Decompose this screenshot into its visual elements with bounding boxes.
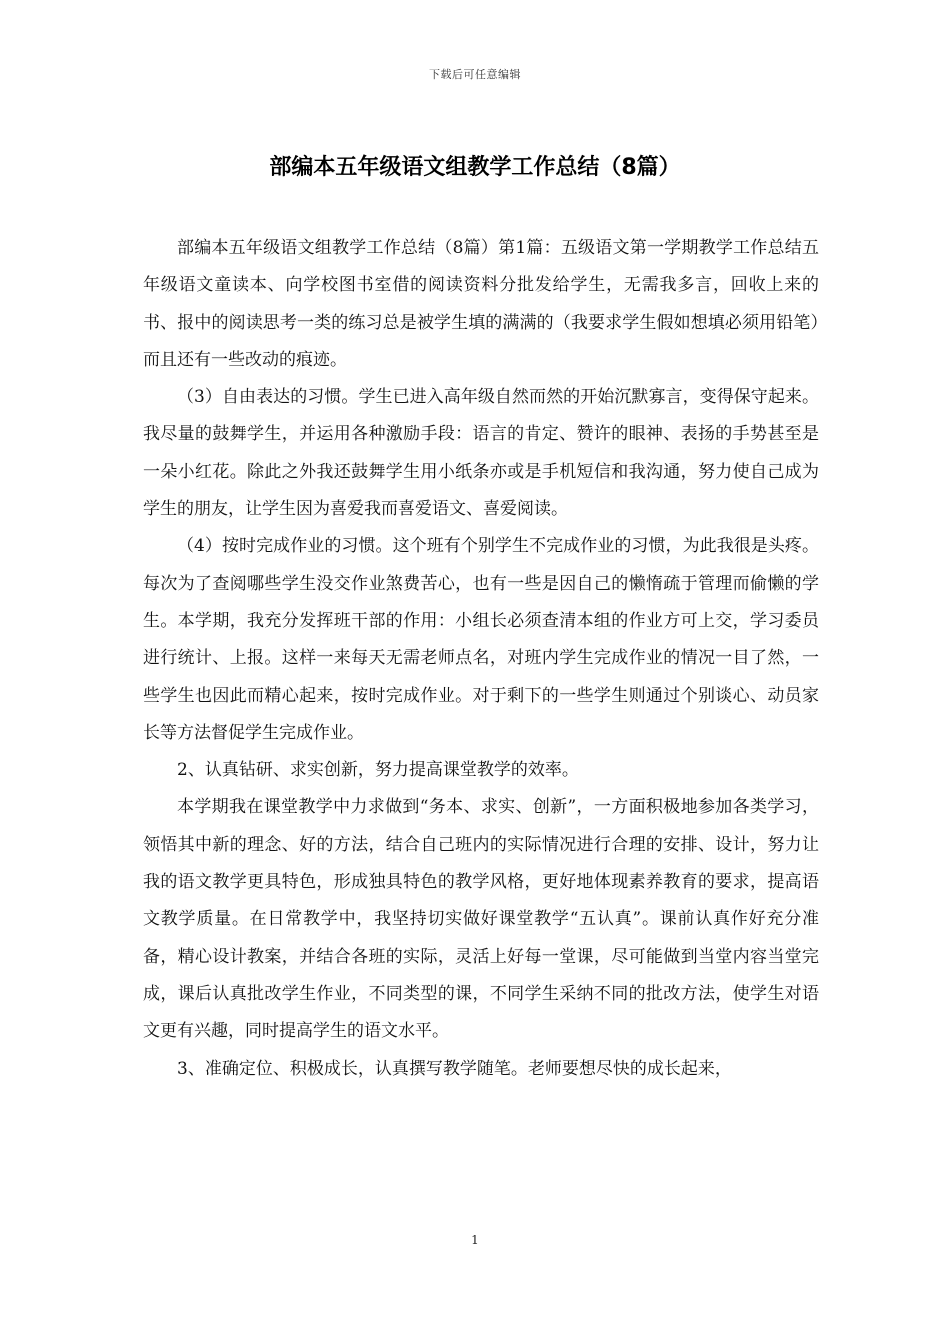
paragraph-homework-habit: （4）按时完成作业的习惯。这个班有个别学生不完成作业的习惯，为此我很是头疼。每次为了查阅哪些学生没交作业煞费苦心，也有一些是因自己的懒惰疏于管理而偷懒的学生。本学期，我充分发挥班干部的作用：小组长必须查清本组的作业方可上交，学习委员进行统计、上报。这样一来每天无需老师点名，对班内学生完成作业的情况一目了然，一些学生也因此而精心起来，按时完成作业。对于剩下的一些学生则通过个别谈心、动员家长等方法督促学生完成作业。: [143, 536, 819, 743]
page-header: 下载后可任意编辑: [429, 68, 521, 81]
document-title: 部编本五年级语文组教学工作总结（8篇）: [269, 155, 681, 180]
paragraph-expression-habit: （3）自由表达的习惯。学生已进入高年级自然而然的开始沉默寡言，变得保守起来。我尽量的鼓舞学生，并运用各种激励手段：语言的肯定、赞许的眼神、表扬的手势甚至是一朵小红花。除此之外我还鼓舞学生用小纸条亦或是手机短信和我沟通，努力使自己成为学生的朋友，让学生因为喜爱我而喜爱语文、喜爱阅读。: [143, 387, 819, 520]
paragraph-section-2-heading: 2、认真钻研、求实创新，努力提高课堂教学的效率。: [177, 760, 579, 781]
paragraph-section-3-heading: 3、准确定位、积极成长，认真撰写教学随笔。老师要想尽快的成长起来，: [177, 1058, 732, 1079]
paragraph-classroom-teaching: 本学期我在课堂教学中力求做到“务本、求实、创新”，一方面积极地参加各类学习，领悟其中新的理念、好的方法，结合自己班内的实际情况进行合理的安排、设计，努力让我的语文教学更具特色，形成独具特色的教学风格，更好地体现素养教育的要求，提高语文教学质量。在日常教学中，我坚持切实做好课堂教学“五认真”。课前认真作好充分准备，精心设计教案，并结合各班的实际，灵活上好每一堂课，尽可能做到当堂内容当堂完成，课后认真批改学生作业，不同类型的课，不同学生采纳不同的批改方法，使学生对语文更有兴趣，同时提高学生的语文水平。: [143, 797, 819, 1042]
paragraph-intro: 部编本五年级语文组教学工作总结（8篇）第1篇：五级语文第一学期教学工作总结五年级语文童读本、向学校图书室借的阅读资料分批发给学生，无需我多言，回收上来的书、报中的阅读思考一类的练习总是被学生填的满满的（我要求学生假如想填必须用铅笔）而且还有一些改动的痕迹。: [143, 238, 819, 370]
document-body: [143, 230, 819, 1088]
page-number: 1: [471, 1233, 479, 1247]
